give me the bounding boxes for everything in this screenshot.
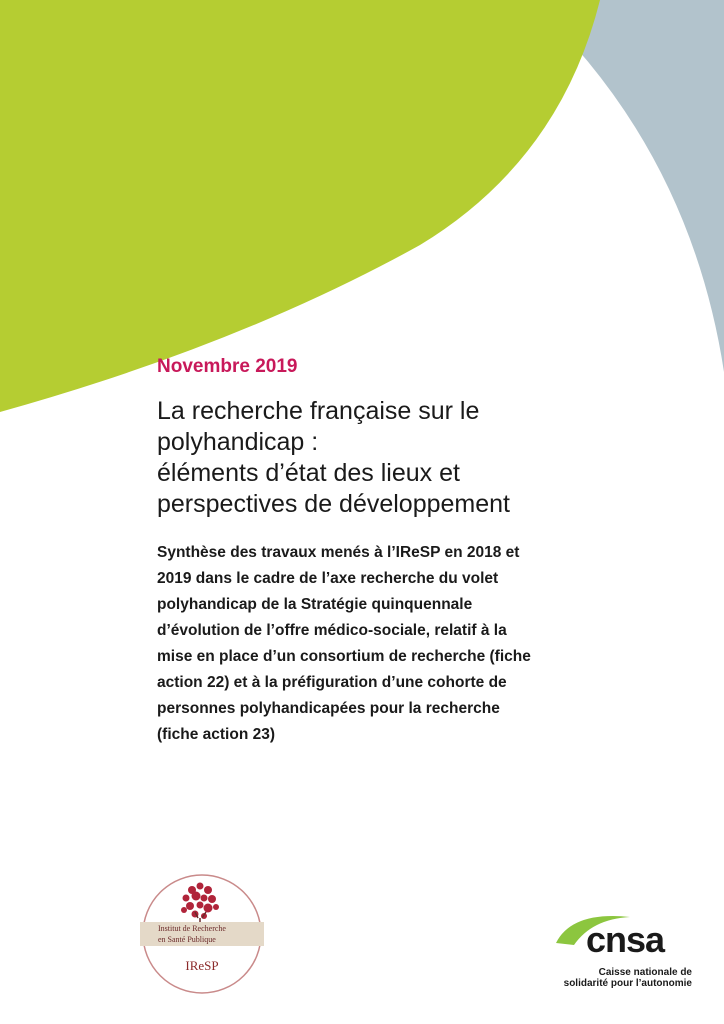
cnsa-tagline xyxy=(564,967,692,989)
synthesis-line: d’évolution de l’offre médico-sociale, relatif à la xyxy=(157,622,507,639)
synthesis-line: action 22) et à la préfiguration d’une cohorte de xyxy=(157,674,507,691)
green-wave xyxy=(0,0,600,412)
document-title xyxy=(157,396,697,520)
cnsa-tagline-line: solidarité pour l’autonomie xyxy=(563,978,692,989)
synthesis-line: 2019 dans le cadre de l’axe recherche du volet xyxy=(157,570,499,587)
cnsa-wordmark: cnsa xyxy=(586,919,665,960)
synthesis-line: polyhandicap de la Stratégie quinquennale xyxy=(157,596,473,613)
title-line: éléments d’état des lieux et xyxy=(157,459,460,487)
title-line: polyhandicap : xyxy=(157,428,319,456)
iresp-name-line: en Santé Publique xyxy=(158,935,216,944)
synthesis-line: personnes polyhandicapées pour la recherche xyxy=(157,700,500,717)
title-line: perspectives de développement xyxy=(157,490,511,518)
synthesis-line: (fiche action 23) xyxy=(157,726,275,743)
iresp-acronym: IReSP xyxy=(185,958,219,973)
cnsa-tagline-line: Caisse nationale de xyxy=(598,967,692,978)
iresp-logo xyxy=(140,872,264,996)
synthesis-line: Synthèse des travaux menés à l’IReSP en 2018 et xyxy=(157,544,520,561)
publication-date: Novembre 2019 xyxy=(157,356,298,377)
iresp-name-line: Institut de Recherche xyxy=(158,924,226,933)
cnsa-logo xyxy=(552,905,692,995)
synthesis-line: mise en place d’un consortium de recherche (fiche xyxy=(157,648,531,665)
synthesis-paragraph xyxy=(157,540,587,748)
title-line: La recherche française sur le xyxy=(157,397,480,425)
